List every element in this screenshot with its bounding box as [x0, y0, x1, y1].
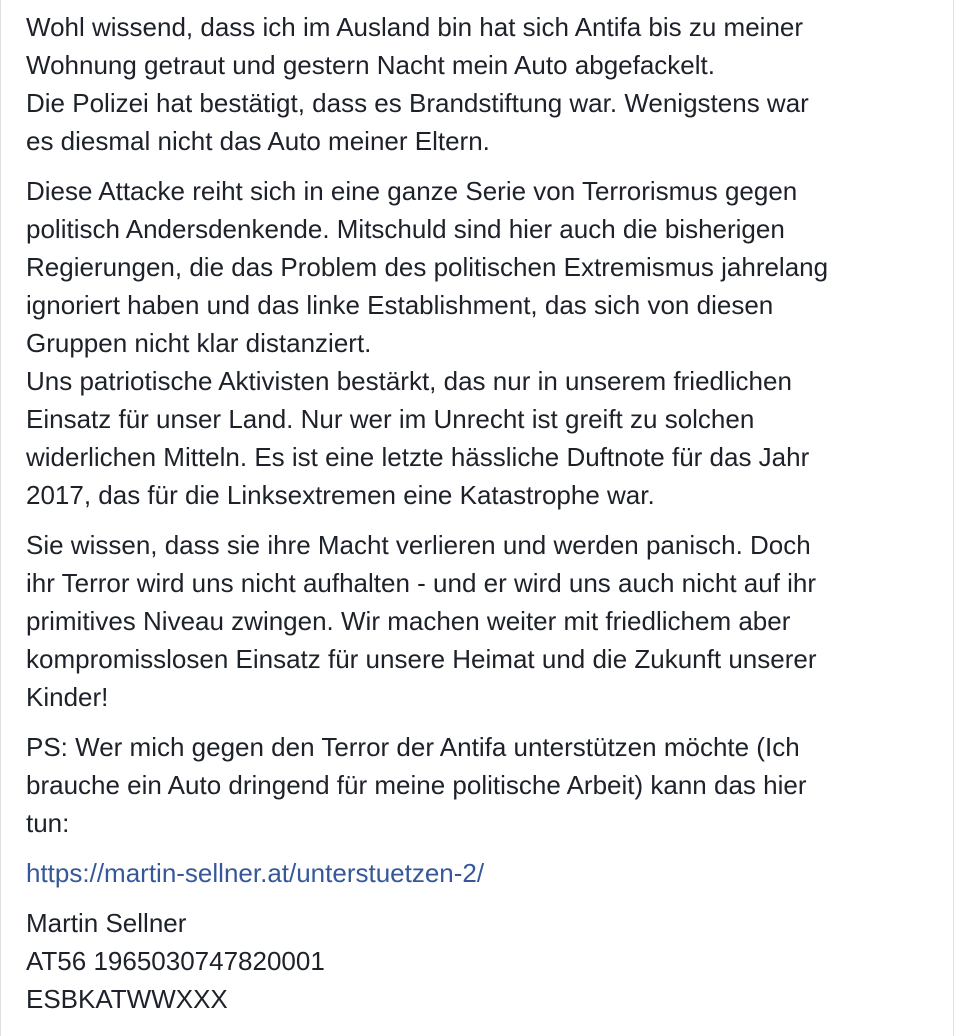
bic-code: ESBKATWWXXX [26, 984, 228, 1014]
text-line: 2017, das für die Linksextremen eine Katastrophe war. [26, 480, 655, 510]
text-line: brauche ein Auto dringend für meine politische Arbeit) kann das hier [26, 770, 807, 800]
text-line: ihr Terror wird uns nicht aufhalten - und er wird uns auch nicht auf ihr [26, 568, 817, 598]
link-paragraph [26, 854, 933, 892]
text-line: primitives Niveau zwingen. Wir machen weiter mit friedlichem aber [26, 606, 791, 636]
text-line: PS: Wer mich gegen den Terror der Antifa unterstützen möchte (Ich [26, 732, 800, 762]
text-line: Wohnung getraut und gestern Nacht mein Auto abgefackelt. [26, 50, 715, 80]
donation-link[interactable]: https://martin-sellner.at/unterstuetzen-2/ [26, 858, 485, 888]
text-line: Regierungen, die das Problem des politischen Extremismus jahrelang [26, 252, 829, 282]
text-line: Gruppen nicht klar distanziert. [26, 328, 372, 358]
iban-number: AT56 1965030747820001 [26, 946, 325, 976]
text-line: Wohl wissend, dass ich im Ausland bin hat sich Antifa bis zu meiner [26, 12, 804, 42]
text-line: Die Polizei hat bestätigt, dass es Brandstiftung war. Wenigstens war [26, 88, 809, 118]
text-line: Diese Attacke reiht sich in eine ganze Serie von Terrorismus gegen [26, 176, 798, 206]
text-line: tun: [26, 808, 70, 838]
text-line: politisch Andersdenkende. Mitschuld sind hier auch die bisherigen [26, 214, 785, 244]
text-line: ignoriert haben und das linke Establishment, das sich von diesen [26, 290, 774, 320]
paragraph-4 [26, 728, 933, 842]
account-holder-name: Martin Sellner [26, 908, 187, 938]
text-line: widerlichen Mitteln. Es ist eine letzte hässliche Duftnote für das Jahr [26, 442, 810, 472]
text-line: Uns patriotische Aktivisten bestärkt, das nur in unserem friedlichen [26, 366, 792, 396]
paragraph-2 [26, 172, 933, 514]
text-line: Kinder! [26, 682, 109, 712]
text-line: Einsatz für unser Land. Nur wer im Unrecht ist greift zu solchen [26, 404, 755, 434]
text-line: Sie wissen, dass sie ihre Macht verlieren und werden panisch. Doch [26, 530, 811, 560]
text-line: kompromisslosen Einsatz für unsere Heimat und die Zukunft unserer [26, 644, 817, 674]
bank-details [26, 904, 933, 1018]
paragraph-1 [26, 8, 933, 160]
text-line: es diesmal nicht das Auto meiner Eltern. [26, 126, 490, 156]
paragraph-3 [26, 526, 933, 716]
